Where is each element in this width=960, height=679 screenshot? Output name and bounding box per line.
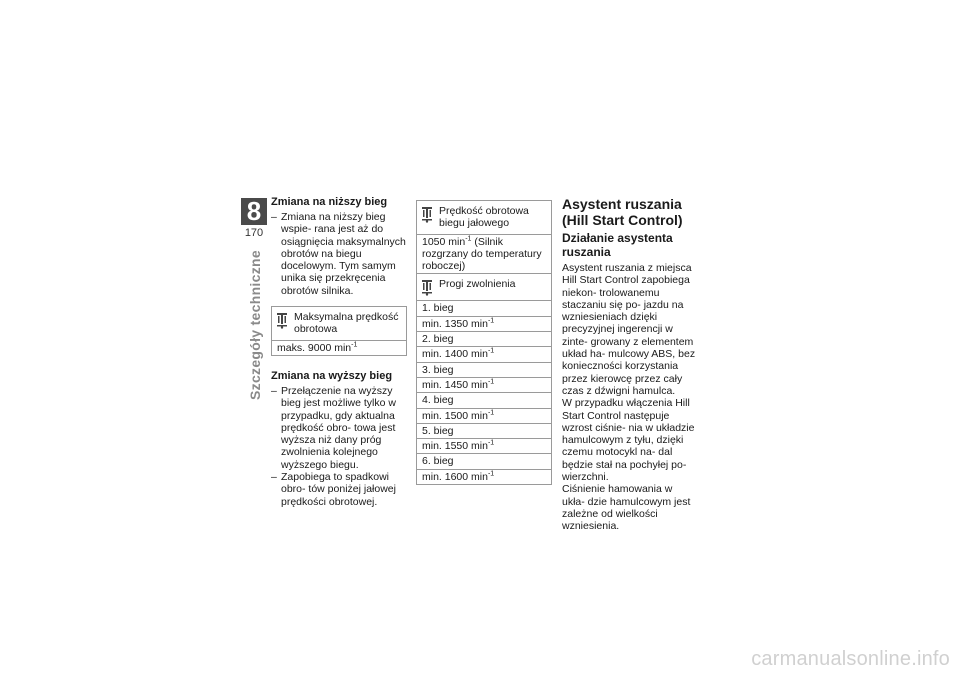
column-3: [562, 196, 696, 533]
table-value: maks. 9000 min: [277, 341, 352, 354]
table-label: Prędkość obrotowa biegu jałowego: [439, 205, 529, 230]
thresholds-table: [416, 274, 552, 485]
table-row-value: min. 1400 $\min^{-1}$: [417, 347, 552, 362]
page-number: 170: [244, 227, 264, 239]
downshift-list: [271, 211, 407, 297]
subsection-title: Działanie asystenta ruszania: [562, 231, 673, 259]
table-row-value: min. 1350 $\min^{-1}$: [417, 316, 552, 331]
chapter-number: 8: [241, 198, 267, 225]
column-2: [416, 200, 552, 485]
heading-upshift: Zmiana na wyższy bieg: [271, 369, 393, 382]
upshift-list: [271, 385, 407, 508]
table-row-gear: 6. bieg: [417, 454, 552, 469]
paragraph: Asystent ruszania z miejsca Hill Start Control zapobiega niekon- trolowanemu staczaniu się po- jazdu na wzniesieniach dzięki precyzyjnej ingerencji w zinte- growany z elementem układ ha- mulcowy ABS, bez konieczności korzystania przez kierowcę przez cały czas z dźwigni hamulca.: [562, 262, 696, 397]
paragraph: Ciśnienie hamowania w ukła- dzie hamulcowym jest zależne od wielkości wzniesienia.: [562, 483, 691, 533]
table-row-gear: 3. bieg: [417, 362, 552, 377]
gauge-icon: [421, 279, 433, 296]
chapter-title: Szczegóły techniczne: [247, 250, 263, 400]
section-title: Asystent ruszania (Hill Start Control): [562, 196, 683, 228]
list-item: – Zapobiega to spadkowi obro- tów poniżej jałowej prędkości obrotowej.: [271, 471, 407, 508]
table-row-value: min. 1550 $\min^{-1}$: [417, 439, 552, 454]
table-row-gear: 2. bieg: [417, 332, 552, 347]
table-label: Maksymalna prędkość obrotowa: [294, 311, 399, 336]
idle-speed-table: Prędkość obrotowa biegu jałowego 1050 $\min^{-1}$ (Silnik rozgrzany do temperatury roboczej): [416, 200, 552, 274]
list-item: – Zmiana na niższy bieg wspie- rana jest aż do osiągnięcia maksymalnych obrotów na biegu docelowym. Tym samym unika się przekręcenia obrotów silnika.: [271, 211, 407, 297]
table-row-value: min. 1600 $\min^{-1}$: [417, 469, 552, 484]
table-row-value: min. 1500 $\min^{-1}$: [417, 408, 552, 423]
heading-downshift: Zmiana na niższy bieg: [271, 196, 388, 208]
watermark: carmanualsonline.info: [751, 648, 950, 670]
table-row-value: min. 1450 $\min^{-1}$: [417, 377, 552, 392]
max-speed-table: Maksymalna prędkość obrotowa maks. 9000 $\min^{-1}$: [271, 306, 407, 356]
column-1: [271, 196, 407, 508]
gauge-icon: [276, 312, 288, 329]
table-row-gear: 4. bieg: [417, 393, 552, 408]
table-label: Progi zwolnienia: [439, 278, 516, 291]
table-row-gear: 1. bieg: [417, 301, 552, 316]
table-row-gear: 5. bieg: [417, 423, 552, 438]
paragraph: W przypadku włączenia Hill Start Control następuje wzrost ciśnie- nia w układzie hamulcowym z tyłu, dzięki czemu motocykl na- dal będzie stał na pochyłej po- wierzchni.: [562, 397, 695, 484]
gauge-icon: [421, 206, 433, 223]
list-item: – Przełączenie na wyższy bieg jest możliwe tylko w przypadku, gdy aktualna prędkość obro- towa jest wyższa niż dany próg zwolnienia kolejnego wyższego biegu.: [271, 385, 407, 471]
